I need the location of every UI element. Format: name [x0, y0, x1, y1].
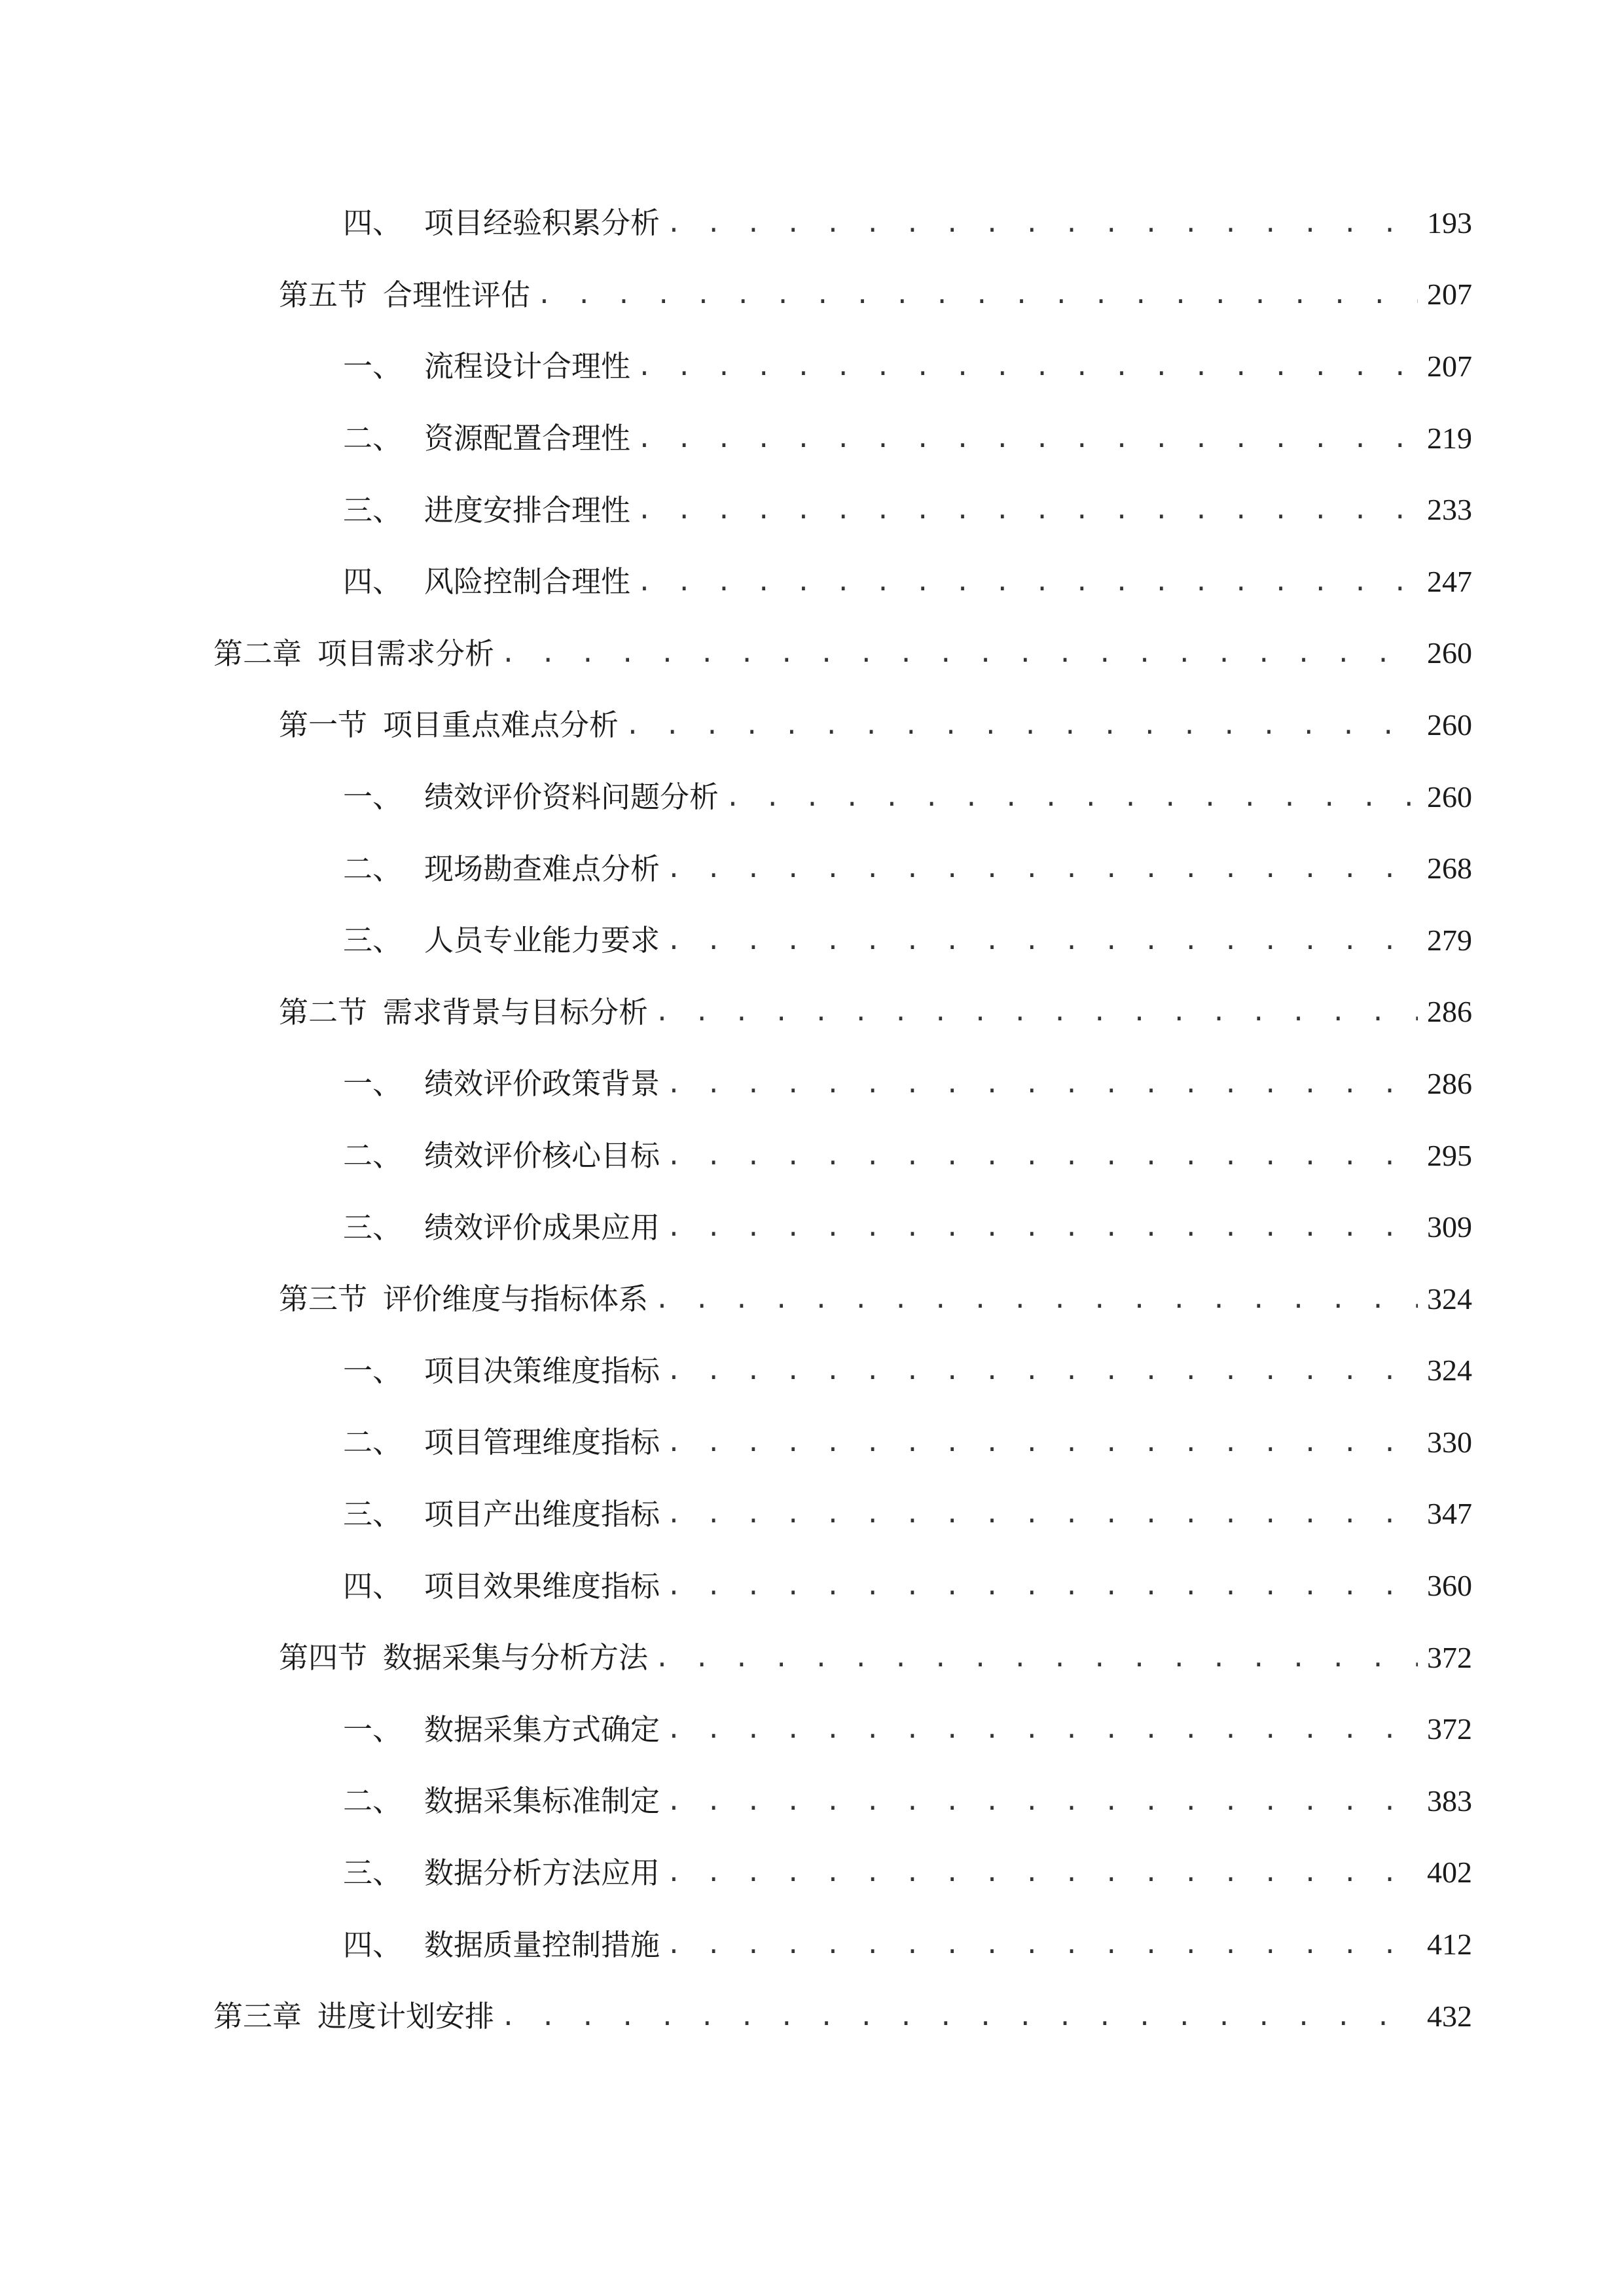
toc-entry-number: 第三节: [279, 1282, 368, 1317]
toc-entry[interactable]: [0, 1407, 1624, 1479]
toc-entry[interactable]: [0, 761, 1624, 833]
toc-entry-title: 绩效评价核心目标: [424, 1138, 660, 1174]
toc-entry-number: 四、: [343, 1568, 403, 1604]
toc-entry[interactable]: [0, 1765, 1624, 1837]
toc-entry-title: 绩效评价资料问题分析: [424, 780, 719, 815]
toc-entry[interactable]: [0, 1550, 1624, 1622]
dot-leader: [666, 1932, 1418, 1957]
toc-entry-page: 286: [1427, 1066, 1472, 1100]
toc-entry-title: 风险控制合理性: [424, 564, 631, 600]
toc-entry-page: 207: [1427, 349, 1472, 383]
toc-entry[interactable]: [0, 187, 1624, 259]
toc-entry-title: 项目管理维度指标: [424, 1425, 660, 1460]
toc-entry-page: 247: [1427, 564, 1472, 598]
toc-entry-number: 第二节: [279, 994, 368, 1030]
toc-entry-number: 四、: [343, 564, 403, 600]
toc-entry-page: 309: [1427, 1210, 1472, 1244]
toc-entry-title: 流程设计合理性: [424, 349, 631, 384]
toc-entry[interactable]: [0, 1335, 1624, 1407]
toc-entry-number: 二、: [343, 1138, 403, 1174]
toc-entry-title: 合理性评估: [383, 277, 531, 312]
toc-entry-title: 人员专业能力要求: [424, 923, 660, 958]
dot-leader: [666, 1215, 1418, 1240]
dot-leader: [501, 2004, 1418, 2029]
toc-entry[interactable]: [0, 403, 1624, 475]
toc-entry-title: 进度计划安排: [317, 1999, 495, 2034]
dot-leader: [637, 569, 1418, 594]
toc-entry-page: 372: [1427, 1640, 1472, 1674]
toc-entry-number: 第五节: [279, 277, 368, 312]
toc-entry-title: 项目重点难点分析: [383, 708, 619, 743]
dot-leader: [666, 1860, 1418, 1885]
toc-entry-page: 260: [1427, 780, 1472, 814]
toc-entry[interactable]: [0, 1048, 1624, 1120]
dot-leader: [637, 497, 1418, 522]
toc-entry[interactable]: [0, 1191, 1624, 1263]
toc-entry-title: 项目经验积累分析: [424, 206, 660, 241]
toc-entry-page: 324: [1427, 1282, 1472, 1316]
toc-entry[interactable]: [0, 1693, 1624, 1765]
toc-entry-number: 第三章: [213, 1999, 302, 2034]
toc-entry-number: 四、: [343, 206, 403, 241]
toc-entry-number: 二、: [343, 1425, 403, 1460]
toc-entry-page: 347: [1427, 1497, 1472, 1531]
toc-entry-page: 279: [1427, 923, 1472, 957]
toc-entry-page: 432: [1427, 1999, 1472, 2033]
toc-entry[interactable]: [0, 546, 1624, 618]
dot-leader: [655, 1287, 1418, 1312]
toc-entry-title: 数据质量控制措施: [424, 1927, 660, 1962]
toc-entry-title: 进度安排合理性: [424, 492, 631, 528]
toc-entry-page: 233: [1427, 493, 1472, 527]
toc-entry-number: 二、: [343, 421, 403, 456]
toc-entry-title: 资源配置合理性: [424, 421, 631, 456]
toc-entry-page: 360: [1427, 1569, 1472, 1603]
toc-entry[interactable]: [0, 1479, 1624, 1551]
toc-entry[interactable]: [0, 1909, 1624, 1981]
toc-entry-page: 260: [1427, 636, 1472, 670]
toc-entry[interactable]: [0, 474, 1624, 546]
toc-entry-page: 286: [1427, 995, 1472, 1029]
toc-entry-number: 第四节: [279, 1640, 368, 1676]
toc-entry[interactable]: [0, 905, 1624, 977]
toc-entry-page: 295: [1427, 1138, 1472, 1172]
dot-leader: [666, 856, 1418, 881]
dot-leader: [655, 1645, 1418, 1670]
toc-entry[interactable]: [0, 1263, 1624, 1335]
dot-leader: [637, 426, 1418, 451]
dot-leader: [625, 713, 1418, 738]
toc-entry-page: 268: [1427, 852, 1472, 886]
toc-entry[interactable]: [0, 1622, 1624, 1694]
dot-leader: [637, 354, 1418, 379]
toc-entry-number: 第二章: [213, 636, 302, 671]
toc-entry-number: 三、: [343, 1210, 403, 1245]
toc-entry-page: 402: [1427, 1856, 1472, 1890]
toc-entry[interactable]: [0, 833, 1624, 905]
dot-leader: [655, 999, 1418, 1024]
dot-leader: [666, 1789, 1418, 1814]
toc-entry-title: 绩效评价政策背景: [424, 1066, 660, 1102]
toc-entry[interactable]: [0, 1981, 1624, 2053]
toc-entry-title: 数据采集与分析方法: [383, 1640, 649, 1676]
toc-entry-number: 一、: [343, 1712, 403, 1747]
toc-entry-number: 二、: [343, 1784, 403, 1819]
dot-leader: [725, 785, 1418, 810]
toc-entry-number: 第一节: [279, 708, 368, 743]
dot-leader: [666, 1358, 1418, 1383]
toc-entry-page: 372: [1427, 1712, 1472, 1746]
toc-entry-number: 三、: [343, 492, 403, 528]
toc-entry-number: 一、: [343, 349, 403, 384]
table-of-contents: [0, 187, 1624, 2052]
toc-entry[interactable]: [0, 259, 1624, 331]
toc-entry-number: 四、: [343, 1927, 403, 1962]
toc-entry-title: 现场勘查难点分析: [424, 851, 660, 886]
toc-entry-number: 二、: [343, 851, 403, 886]
toc-entry-page: 324: [1427, 1354, 1472, 1388]
toc-entry-number: 一、: [343, 780, 403, 815]
toc-entry-number: 三、: [343, 1855, 403, 1890]
dot-leader: [666, 211, 1418, 236]
toc-entry-title: 评价维度与指标体系: [383, 1282, 649, 1317]
toc-entry-title: 项目产出维度指标: [424, 1496, 660, 1532]
dot-leader: [666, 1143, 1418, 1168]
toc-entry-page: 193: [1427, 206, 1472, 240]
toc-entry-page: 207: [1427, 278, 1472, 312]
dot-leader: [537, 282, 1418, 307]
toc-entry[interactable]: [0, 689, 1624, 761]
toc-entry-page: 260: [1427, 708, 1472, 742]
toc-entry-title: 项目需求分析: [317, 636, 495, 671]
toc-entry[interactable]: [0, 1120, 1624, 1192]
toc-entry-title: 需求背景与目标分析: [383, 994, 649, 1030]
toc-entry-number: 三、: [343, 1496, 403, 1532]
dot-leader: [501, 641, 1418, 666]
toc-entry-number: 三、: [343, 923, 403, 958]
toc-entry-title: 项目效果维度指标: [424, 1568, 660, 1604]
toc-entry-page: 330: [1427, 1425, 1472, 1459]
toc-entry-page: 412: [1427, 1928, 1472, 1962]
toc-entry-page: 219: [1427, 421, 1472, 455]
dot-leader: [666, 1501, 1418, 1526]
toc-entry-page: 383: [1427, 1784, 1472, 1818]
toc-entry[interactable]: [0, 1837, 1624, 1909]
dot-leader: [666, 1071, 1418, 1096]
toc-entry-title: 项目决策维度指标: [424, 1353, 660, 1388]
toc-entry-title: 数据采集标准制定: [424, 1784, 660, 1819]
toc-entry[interactable]: [0, 977, 1624, 1049]
toc-entry[interactable]: [0, 618, 1624, 690]
dot-leader: [666, 928, 1418, 953]
toc-entry-title: 数据采集方式确定: [424, 1712, 660, 1747]
dot-leader: [666, 1430, 1418, 1455]
toc-entry-number: 一、: [343, 1066, 403, 1102]
toc-entry-number: 一、: [343, 1353, 403, 1388]
toc-entry-title: 绩效评价成果应用: [424, 1210, 660, 1245]
dot-leader: [666, 1717, 1418, 1742]
dot-leader: [666, 1573, 1418, 1598]
toc-entry[interactable]: [0, 331, 1624, 403]
toc-entry-title: 数据分析方法应用: [424, 1855, 660, 1890]
